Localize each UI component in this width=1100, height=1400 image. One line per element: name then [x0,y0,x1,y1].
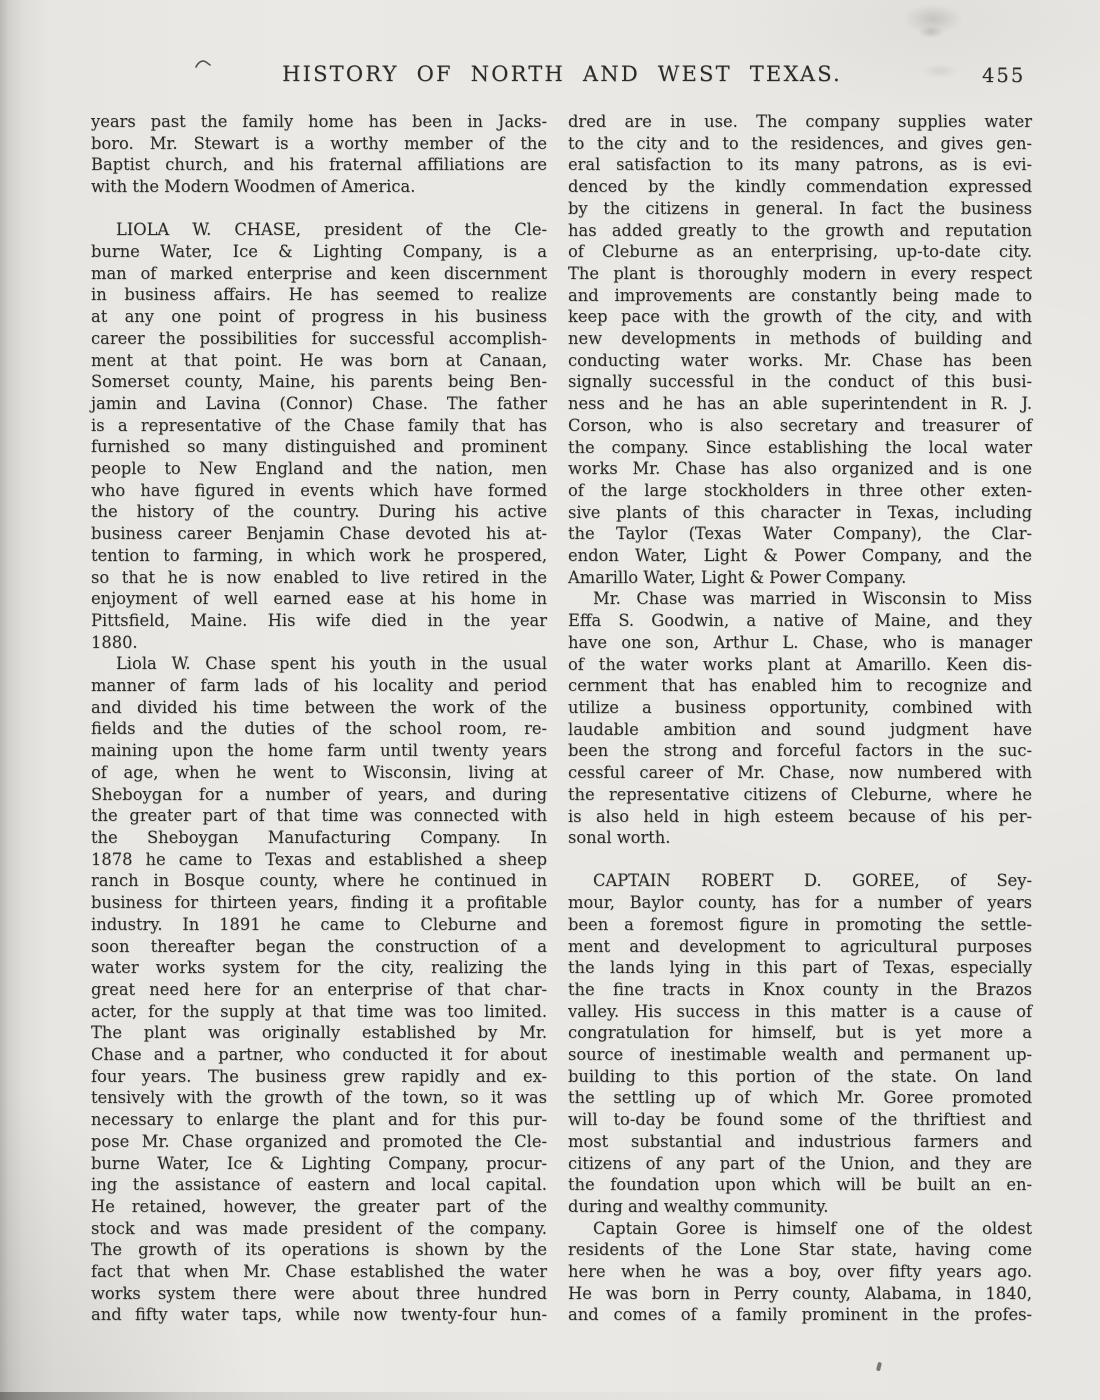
text-line: Somerset county, Maine, his parents being Ben- [91,372,547,392]
text-line: 1880. [91,632,138,652]
text-line: endon Water, Light & Power Company, and the [568,546,1032,566]
right-text-column [568,111,1032,1326]
text-line: the history of the country. During his active [91,502,547,522]
text-line: Chase and a partner, who conducted it for about [91,1045,547,1065]
text-line: The plant was originally established by Mr. [91,1023,547,1043]
text-line: burne Water, Ice & Lighting Company, procur- [91,1153,547,1173]
text-line: jamin and Lavina (Connor) Chase. The father [91,393,547,413]
text-line: great need here for an enterprise of that char- [91,979,547,999]
text-line: building to this portion of the state. On land [568,1066,1032,1086]
paragraph [568,870,1032,1217]
paragraph [568,588,1032,848]
text-line: sonal worth. [568,828,671,848]
text-line: will to-day be found some of the thriftiest and [568,1110,1032,1130]
text-line: and improvements are constantly being made to [568,285,1032,305]
text-line: furnished so many distinguished and prominent [91,437,547,457]
text-line: residents of the Lone Star state, having come [568,1240,1032,1260]
text-line: the lands lying in this part of Texas, especially [568,958,1032,978]
text-line: He retained, however, the greater part of the [91,1196,547,1216]
text-line: Captain Goree is himself one of the oldest [593,1218,1032,1238]
text-line: keep pace with the growth of the city, and with [568,307,1032,327]
text-line: valley. His success in this matter is a cause of [568,1001,1032,1021]
text-line: acter, for the supply at that time was too limited. [91,1001,547,1021]
text-line: Sheboygan for a number of years, and during [91,784,547,804]
text-line: citizens of any part of the Union, and they are [568,1153,1032,1173]
text-line: and comes of a family prominent in the profes- [568,1305,1032,1325]
text-line: most substantial and industrious farmers and [568,1131,1032,1151]
text-line: sive plants of this character in Texas, including [568,502,1032,522]
text-line: The plant is thoroughly modern in every respect [568,263,1032,283]
left-text-column [91,111,547,1326]
text-line: ing the assistance of eastern and local capital. [91,1175,547,1195]
text-line: fact that when Mr. Chase established the water [91,1262,547,1282]
text-line: of Cleburne as an enterprising, up-to-date city. [568,242,1032,262]
text-line: laudable ambition and sound judgment have [568,719,1032,739]
text-line: people to New England and the nation, men [91,459,547,479]
running-head-title: HISTORY OF NORTH AND WEST TEXAS. [282,62,842,86]
text-line: the settling up of which Mr. Goree promoted [568,1088,1032,1108]
page-number: 455 [982,64,1026,87]
text-line: source of inestimable wealth and permanent up- [568,1045,1032,1065]
text-line: conducting water works. Mr. Chase has been [568,350,1032,370]
text-line: Corson, who is also secretary and treasurer of [568,415,1032,435]
text-line: so that he is now enabled to live retired in the [91,567,547,587]
page-bottom-shadow [0,1392,1100,1400]
text-line: eral satisfaction to its many patrons, as is evi- [568,155,1032,175]
text-line: man of marked enterprise and keen discernment [91,263,547,283]
paragraph [568,111,1032,588]
text-line: soon thereafter began the construction of a [91,936,547,956]
text-line: the company. Since establishing the local water [568,437,1032,457]
text-line: Amarillo Water, Light & Power Company. [568,567,907,587]
text-line: 1878 he came to Texas and established a sheep [91,849,547,869]
text-line: Pittsfield, Maine. His wife died in the year [91,610,547,630]
text-line: years past the family home has been in Jacks- [91,112,547,131]
text-line: burne Water, Ice & Lighting Company, is a [91,242,547,262]
text-line: by the citizens in general. In fact the business [568,198,1032,218]
text-line: and fifty water taps, while now twenty-four hun- [91,1305,547,1325]
text-line: fields and the duties of the school room, re- [91,719,547,739]
text-line: has added greatly to the growth and reputation [568,220,1032,240]
text-line: maining upon the home farm until twenty years [91,741,547,761]
text-line: boro. Mr. Stewart is a worthy member of the [91,133,547,153]
text-line: the foundation upon which will be built an en- [568,1175,1032,1195]
text-line: four years. The business grew rapidly and ex- [91,1066,547,1086]
text-line: of the water works plant at Amarillo. Keen dis- [568,654,1032,674]
smudge-mark [903,4,963,34]
text-line: tensively with the growth of the town, so it was [91,1088,547,1108]
text-line: to the city and to the residences, and gives gen- [568,133,1032,153]
text-line: with the Modern Woodmen of America. [91,177,416,197]
text-line: been a foremost figure in promoting the settle- [568,914,1032,934]
text-line: necessary to enlarge the plant and for this pur- [91,1110,547,1130]
text-line: cernment that has enabled him to recognize and [568,676,1032,696]
text-line: congratulation for himself, but is yet more a [568,1023,1032,1043]
text-line: during and wealthy community. [568,1196,829,1216]
text-line: cessful career of Mr. Chase, now numbered with [568,763,1032,783]
text-line: Liola W. Chase spent his youth in the usual [116,654,547,674]
text-line: works system there were about three hundred [91,1283,547,1303]
text-line: mour, Baylor county, has for a number of years [568,893,1032,913]
text-line: stock and was made president of the company. [91,1218,547,1238]
text-line: been the strong and forceful factors in the suc- [568,741,1032,761]
paragraph [91,111,547,198]
text-line: tention to farming, in which work he prospered, [91,545,547,565]
text-line: Mr. Chase was married in Wisconsin to Miss [593,589,1032,609]
text-line: of age, when he went to Wisconsin, living at [91,762,547,782]
text-line: industry. In 1891 he came to Cleburne and [91,914,547,934]
text-line: who have figured in events which have formed [91,480,547,500]
text-line: business for thirteen years, finding it a profitable [91,893,547,913]
paragraph [568,1218,1032,1327]
text-line: ment at that point. He was born at Canaan, [91,350,547,370]
text-line: new developments in methods of building and [568,329,1032,349]
paragraph [91,219,547,653]
text-line: the representative citizens of Cleburne, where he [568,784,1032,804]
text-line: The growth of its operations is shown by the [91,1240,547,1260]
text-line: career the possibilities for successful accomplish- [91,328,547,348]
text-line: Effa S. Goodwin, a native of Maine, and they [568,611,1032,631]
paragraph [91,653,547,1326]
text-line: utilize a business opportunity, combined with [568,697,1032,717]
text-line: in business affairs. He has seemed to realize [91,285,547,305]
text-line: the fine tracts in Knox county in the Brazos [568,979,1032,999]
text-line: pose Mr. Chase organized and promoted the Cle- [91,1131,547,1151]
text-line: signally successful in the conduct of this busi- [568,372,1032,392]
text-line: LIOLA W. CHASE, president of the Cle- [116,220,547,240]
text-line: CAPTAIN ROBERT D. GOREE, of Sey- [593,871,1032,891]
text-line: ment and development to agricultural purposes [568,936,1032,956]
text-line: enjoyment of well earned ease at his home in [91,589,547,609]
text-line: the Taylor (Texas Water Company), the Clar- [568,524,1032,544]
text-line: here when he was a boy, over fifty years ago. [568,1262,1032,1282]
text-line: and divided his time between the work of the [91,697,547,717]
text-line: is a representative of the Chase family that has [91,415,547,435]
text-line: dred are in use. The company supplies water [568,112,1032,131]
text-line: business career Benjamin Chase devoted his at- [91,524,547,544]
text-line: ranch in Bosque county, where he continued in [91,871,547,891]
text-line: ness and he has an able superintendent in R. J. [568,394,1032,414]
text-line: works Mr. Chase has also organized and is one [568,459,1032,479]
ink-speck [876,1362,882,1372]
text-line: have one son, Arthur L. Chase, who is manager [568,632,1032,652]
text-line: the Sheboygan Manufacturing Company. In [91,828,547,847]
text-line: manner of farm lads of his locality and period [91,676,547,696]
smudge-mark [918,26,944,38]
text-line: the greater part of that time was connected with [91,806,547,826]
text-line: denced by the kindly commendation expressed [568,177,1032,197]
text-line: at any one point of progress in his business [91,307,547,327]
text-line: is also held in high esteem because of his per- [568,806,1032,826]
text-line: He was born in Perry county, Alabama, in 1840, [568,1283,1032,1303]
text-line: water works system for the city, realizing the [91,958,547,978]
text-line: Baptist church, and his fraternal affiliations are [91,155,547,175]
text-line: of the large stockholders in three other exten- [568,480,1032,500]
